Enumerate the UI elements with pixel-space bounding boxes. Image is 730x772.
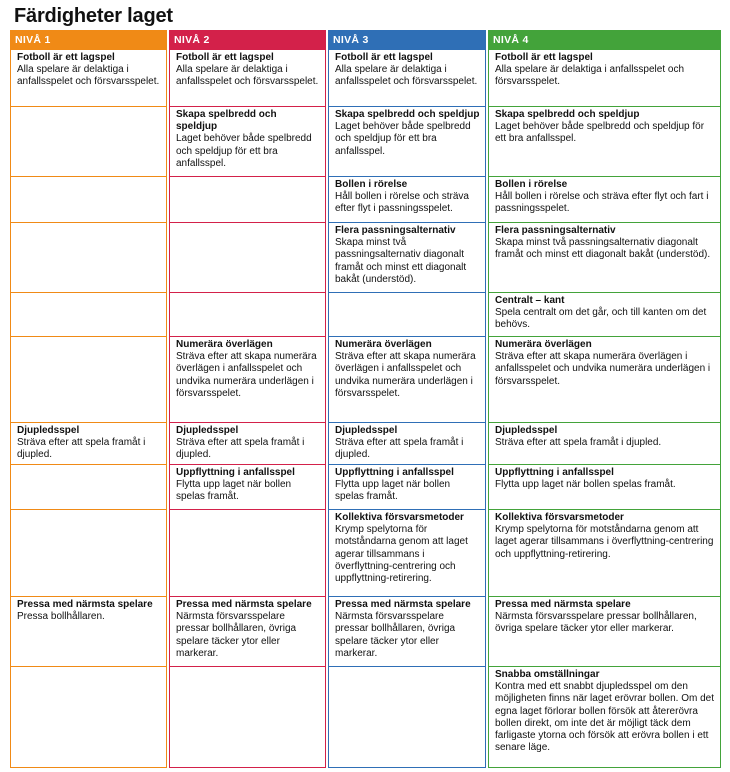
table-cell — [169, 107, 326, 177]
table-cell — [328, 667, 486, 768]
table-cell — [169, 50, 326, 107]
cell-title: Uppflyttning i anfallsspel — [335, 467, 454, 478]
cell-title: Numerära överlägen — [176, 339, 273, 350]
table-cell — [328, 510, 486, 597]
cell-body: Sträva efter att spela framåt i djupled. — [495, 437, 662, 449]
table-cell — [10, 337, 167, 423]
cell-body: Sträva efter att spela framåt i djupled. — [17, 437, 146, 461]
cell-title: Uppflyttning i anfallsspel — [495, 467, 614, 478]
cell-body: Sträva efter att skapa numerära överlägen i anfallsspelet och undvika numerära underlägen i försvarsspelet. — [176, 351, 317, 399]
cell-title: Djupledsspel — [335, 425, 398, 436]
table-cell — [488, 293, 721, 337]
cell-body: Laget behöver både spelbredd och speldjup för ett bra anfallsspel. — [176, 133, 312, 169]
cell-body: Sträva efter att skapa numerära överlägen i anfallsspelet och undvika numerära underlägen i försvarsspelet. — [335, 351, 476, 399]
cell-body: Sträva efter att spela framåt i djupled. — [176, 437, 305, 461]
cell-body: Spela centralt om det går, och till kanten om det behövs. — [495, 307, 707, 331]
cell-title: Djupledsspel — [495, 425, 558, 436]
table-cell — [10, 50, 167, 107]
table-cell — [169, 423, 326, 465]
cell-body: Närmsta försvarsspelare pressar bollhållaren, övriga spelare täcker ytor eller markerar. — [495, 611, 697, 635]
skills-table — [10, 30, 720, 767]
cell-body: Alla spelare är delaktiga i anfallsspelet och försvarsspelet. — [176, 64, 319, 88]
table-cell — [10, 667, 167, 768]
table-cell — [169, 337, 326, 423]
cell-title: Kollektiva försvarsmetoder — [495, 512, 624, 523]
table-cell — [488, 423, 721, 465]
cell-body: Alla spelare är delaktiga i anfallsspelet och försvarsspelet. — [335, 64, 478, 88]
table-cell — [328, 337, 486, 423]
cell-title: Snabba omställningar — [495, 669, 600, 680]
cell-title: Fotboll är ett lagspel — [176, 52, 274, 63]
table-cell — [169, 510, 326, 597]
table-cell — [488, 223, 721, 293]
page-title: Färdigheter laget — [14, 5, 173, 27]
column-header-3: NIVÅ 3 — [328, 30, 486, 50]
cell-title: Pressa med närmsta spelare — [17, 599, 153, 610]
cell-title: Skapa spelbredd och speldjup — [335, 109, 480, 120]
cell-body: Laget behöver både spelbredd och speldjup för ett bra anfallsspel. — [495, 121, 705, 145]
cell-title: Uppflyttning i anfallsspel — [176, 467, 295, 478]
cell-body: Skapa minst två passningsalternativ diagonalt framåt och minst ett diagonalt bakåt (understöd). — [495, 237, 711, 261]
table-cell — [488, 337, 721, 423]
table-cell — [488, 465, 721, 510]
cell-title: Bollen i rörelse — [335, 179, 408, 190]
table-cell — [328, 50, 486, 107]
cell-title: Fotboll är ett lagspel — [17, 52, 115, 63]
cell-title: Flera passningsalternativ — [495, 225, 616, 236]
cell-body: Laget behöver både spelbredd och speldjup för ett bra anfallsspel. — [335, 121, 471, 157]
table-cell — [169, 177, 326, 223]
cell-title: Djupledsspel — [17, 425, 80, 436]
cell-body: Flytta upp laget när bollen spelas framåt. — [495, 479, 676, 491]
cell-body: Pressa bollhållaren. — [17, 611, 105, 623]
table-cell — [488, 667, 721, 768]
cell-body: Håll bollen i rörelse och sträva efter flyt i passningsspelet. — [335, 191, 469, 215]
table-cell — [169, 293, 326, 337]
cell-body: Sträva efter att spela framåt i djupled. — [335, 437, 464, 461]
cell-title: Pressa med närmsta spelare — [176, 599, 312, 610]
cell-title: Skapa spelbredd och speldjup — [176, 109, 277, 133]
table-cell — [328, 465, 486, 510]
cell-title: Numerära överlägen — [335, 339, 432, 350]
table-cell — [328, 293, 486, 337]
cell-body: Alla spelare är delaktiga i anfallsspelet och försvarsspelet. — [17, 64, 160, 88]
cell-title: Kollektiva försvarsmetoder — [335, 512, 464, 523]
column-header-1: NIVÅ 1 — [10, 30, 167, 50]
cell-body: Håll bollen i rörelse och sträva efter flyt och fart i passningsspelet. — [495, 191, 709, 215]
table-cell — [10, 293, 167, 337]
cell-body: Flytta upp laget när bollen spelas framåt. — [176, 479, 292, 503]
cell-body: Sträva efter att skapa numerära överlägen i anfallsspelet och undvika numerära underlägen i försvarsspelet. — [495, 351, 711, 387]
table-cell — [328, 423, 486, 465]
table-cell — [10, 465, 167, 510]
cell-body: Krymp spelytorna för motståndarna genom att laget agerar tillsammans i överflyttning-centrering och uppflyttning-retirering. — [335, 524, 468, 585]
cell-body: Skapa minst två passningsalternativ diagonalt framåt och minst ett diagonalt bakåt (understöd). — [335, 237, 467, 285]
cell-body: Flytta upp laget när bollen spelas framåt. — [335, 479, 451, 503]
table-cell — [169, 223, 326, 293]
table-cell — [10, 510, 167, 597]
cell-title: Flera passningsalternativ — [335, 225, 456, 236]
table-cell — [488, 597, 721, 667]
table-cell — [488, 107, 721, 177]
table-cell — [328, 177, 486, 223]
cell-body: Krymp spelytorna för motståndarna genom att laget agerar tillsammans i överflyttning-centrering och uppflyttning-retirering. — [495, 524, 714, 560]
cell-title: Bollen i rörelse — [495, 179, 568, 190]
table-cell — [10, 423, 167, 465]
cell-title: Djupledsspel — [176, 425, 239, 436]
table-cell — [10, 177, 167, 223]
cell-body: Närmsta försvarsspelare pressar bollhållaren, övriga spelare täcker ytor eller markerar. — [335, 611, 456, 659]
cell-title: Centralt – kant — [495, 295, 565, 306]
table-cell — [169, 597, 326, 667]
table-cell — [488, 510, 721, 597]
table-cell — [10, 107, 167, 177]
cell-title: Pressa med närmsta spelare — [335, 599, 471, 610]
cell-body: Närmsta försvarsspelare pressar bollhållaren, övriga spelare täcker ytor eller markerar. — [176, 611, 297, 659]
cell-title: Skapa spelbredd och speldjup — [495, 109, 640, 120]
cell-title: Fotboll är ett lagspel — [335, 52, 433, 63]
table-cell — [169, 667, 326, 768]
column-header-2: NIVÅ 2 — [169, 30, 326, 50]
cell-title: Fotboll är ett lagspel — [495, 52, 593, 63]
cell-body: Alla spelare är delaktiga i anfallsspelet och försvarsspelet. — [495, 64, 684, 88]
table-cell — [328, 107, 486, 177]
cell-title: Pressa med närmsta spelare — [495, 599, 631, 610]
table-cell — [10, 597, 167, 667]
table-cell — [328, 597, 486, 667]
table-cell — [488, 50, 721, 107]
table-cell — [328, 223, 486, 293]
cell-title: Numerära överlägen — [495, 339, 592, 350]
column-header-4: NIVÅ 4 — [488, 30, 721, 50]
table-cell — [10, 223, 167, 293]
table-cell — [488, 177, 721, 223]
cell-body: Kontra med ett snabbt djupledsspel om den möjligheten finns när laget erövrar bollen. Om det egna laget förlorar bollen försök att återerövra bollen direkt, om inte det är möjligt täck dem farligaste ytorna och försök att erövra bollen i ett senare läge. — [495, 681, 715, 754]
table-cell — [169, 465, 326, 510]
